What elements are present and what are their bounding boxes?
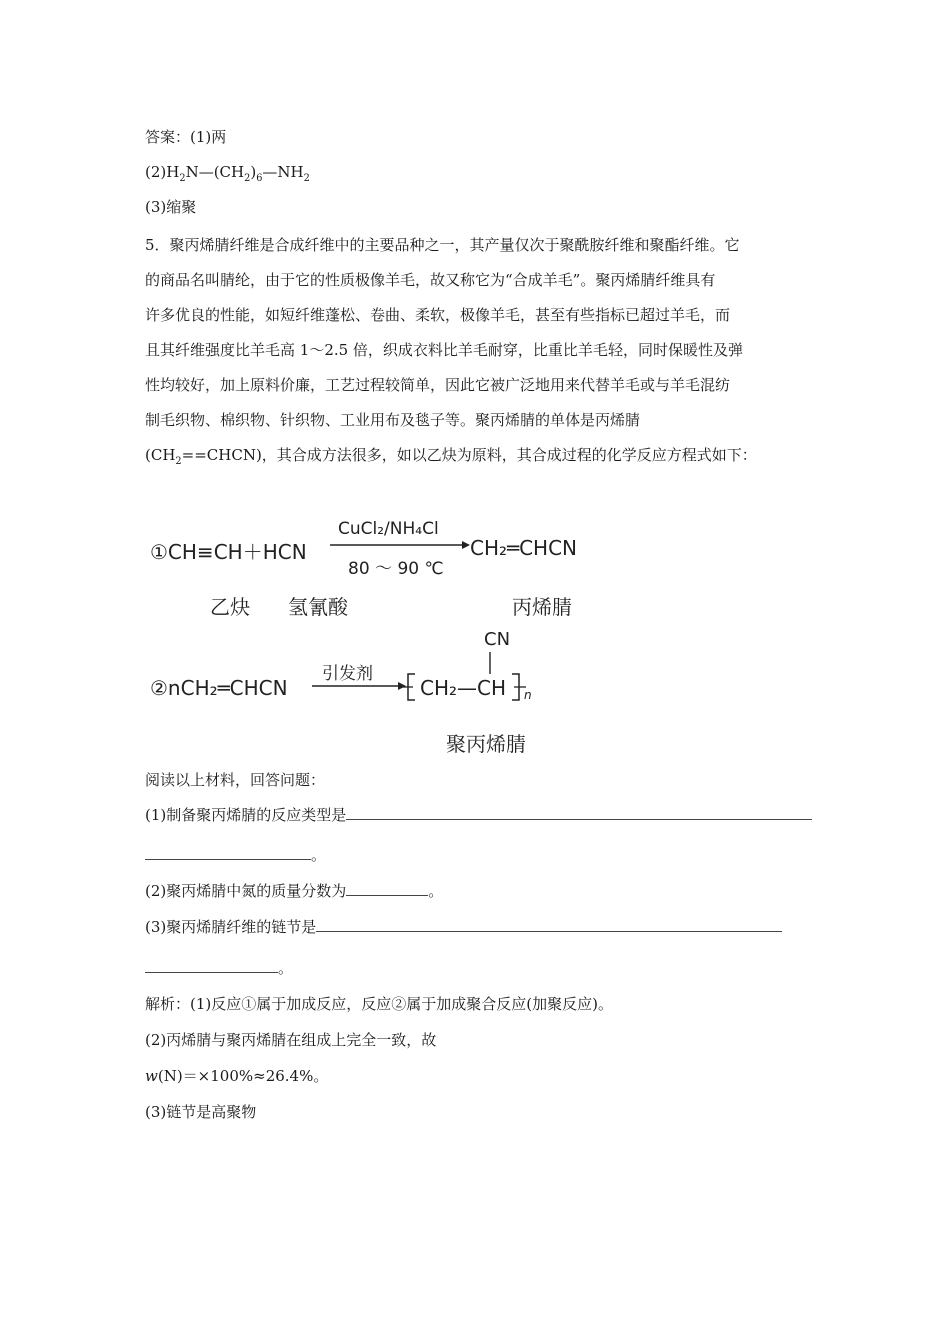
analysis-4: (3)链节是高聚物 (145, 1103, 257, 1121)
label-polyacrylonitrile: 聚丙烯腈 (446, 732, 526, 756)
reaction-1-condition-top: CuCl₂/NH₄Cl (338, 519, 439, 539)
question-1-end: 。 (311, 846, 327, 864)
paragraph-row: 性均较好，加上原料价廉，工艺过程较简单，因此它被广泛地用来代替羊毛或与羊毛混纺 (145, 376, 731, 394)
polymer-repeat-unit: CH₂—CH (420, 676, 507, 700)
answer-2-text: —NH (262, 163, 304, 181)
reaction-2-arrow (312, 680, 406, 692)
answer-2-text: ) (250, 163, 257, 181)
question-3-continued (145, 958, 293, 978)
paragraph-text: ==CHCN)，其合成方法很多，如以乙炔为原料，其合成过程的化学反应方程式如下： (181, 446, 757, 464)
answer-blank-3[interactable] (316, 917, 782, 932)
answer-2-text: (2)H (145, 163, 180, 181)
question-1-continued (145, 845, 326, 865)
question-2-text: (2)聚丙烯腈中氮的质量分数为 (145, 882, 347, 900)
answer-3: (3)缩聚 (145, 198, 197, 216)
answer-1: 答案：(1)两 (145, 128, 227, 146)
subscript: 2 (244, 173, 251, 184)
paragraph-row: 5．聚丙烯腈纤维是合成纤维中的主要品种之一，其产量仅次于聚酰胺纤维和聚酯纤维。它 (145, 236, 740, 254)
branch-cn: CN (484, 629, 511, 650)
paragraph-row: 许多优良的性能，如短纤维蓬松、卷曲、柔软，极像羊毛，甚至有些指标已超过羊毛，而 (145, 306, 731, 324)
analysis-3-text: (N)＝×100%≈26.4%。 (157, 1067, 329, 1085)
question-3-end: 。 (278, 959, 294, 977)
paragraph-text: (CH (145, 446, 176, 464)
question-2-end: 。 (428, 882, 444, 900)
question-3-text: (3)聚丙烯腈纤维的链节是 (145, 918, 317, 936)
answer-blank-1[interactable] (346, 805, 812, 820)
analysis-3 (145, 1066, 328, 1086)
reaction-2-condition: 引发剂 (322, 664, 373, 684)
analysis-1: 解析：(1)反应①属于加成反应，反应②属于加成聚合反应(加聚反应)。 (145, 995, 613, 1013)
reaction-2-reactant: ②nCH₂═CHCN (150, 676, 288, 700)
reaction-1-condition-bottom: 80 ～ 90 ℃ (348, 559, 444, 579)
answer-blank-1b[interactable] (145, 845, 311, 860)
paragraph-row: 的商品名叫腈纶，由于它的性质极像羊毛，故又称它为“合成羊毛”。聚丙烯腈纤维具有 (145, 271, 716, 289)
question-3 (145, 917, 807, 937)
label-acrylonitrile: 丙烯腈 (512, 595, 572, 619)
subscript: 2 (303, 173, 310, 184)
branch-bond (488, 652, 492, 674)
questions-intro: 阅读以上材料，回答问题： (145, 771, 326, 789)
paragraph-row: 制毛织物、棉织物、针织物、工业用布及毯子等。聚丙烯腈的单体是丙烯腈 (145, 411, 641, 429)
subscript-n: n (524, 688, 532, 702)
question-2 (145, 881, 443, 901)
question-1 (145, 805, 807, 825)
answer-blank-3b[interactable] (145, 958, 278, 973)
subscript: 6 (256, 173, 263, 184)
label-hcn: 氢氰酸 (288, 595, 348, 619)
paragraph-row: 且其纤维强度比羊毛高 1～2.5 倍，织成衣料比羊毛耐穿，比重比羊毛轻，同时保暖性及弹 (145, 341, 743, 359)
answer-2 (145, 162, 310, 189)
left-bracket (403, 672, 417, 702)
subscript: 2 (175, 456, 182, 467)
analysis-2: (2)丙烯腈与聚丙烯腈在组成上完全一致，故 (145, 1031, 437, 1049)
reaction-1-product: CH₂═CHCN (470, 536, 577, 560)
reaction-1-arrow (330, 539, 470, 551)
answer-blank-2[interactable] (346, 881, 428, 896)
subscript: 2 (179, 173, 186, 184)
label-acetylene: 乙炔 (210, 595, 250, 619)
mass-fraction-symbol: w (145, 1067, 158, 1085)
paragraph-row (145, 438, 807, 479)
reaction-1-reactants: ①CH≡CH＋HCN (150, 540, 307, 564)
answer-2-text: N—(CH (185, 163, 245, 181)
question-paragraph (145, 228, 807, 479)
question-1-text: (1)制备聚丙烯腈的反应类型是 (145, 806, 347, 824)
